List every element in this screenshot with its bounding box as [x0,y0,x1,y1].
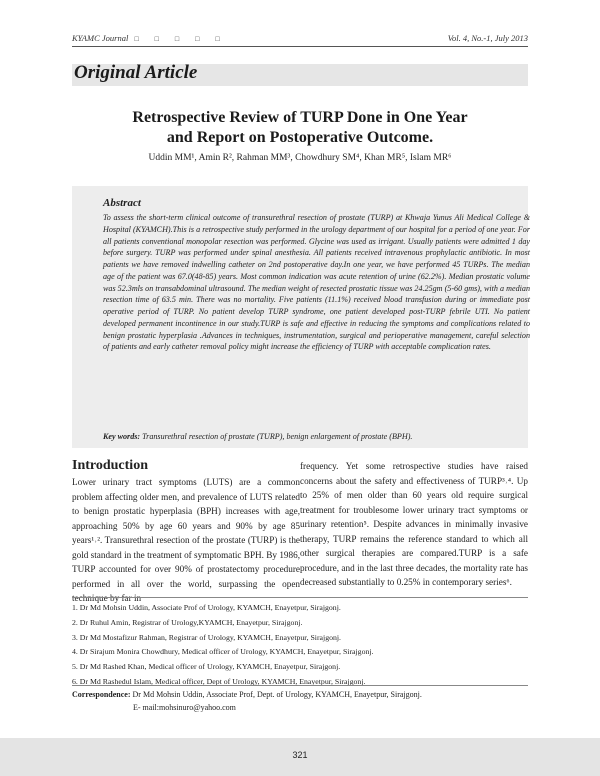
footnote: 2. Dr Ruhul Amin, Registrar of Urology,KYAMCH, Enayetpur, Sirajgonj. [72,617,303,627]
keywords-label: Key words: [103,432,141,441]
keywords-text: Transurethral resection of prostate (TURP), benign enlargement of prostate (BPH). [142,432,413,441]
footnote-divider [72,597,528,598]
volume-info: Vol. 4, No.-1, July 2013 [447,33,528,43]
correspondence-label: Correspondence: [72,690,131,699]
correspondence-divider [72,685,528,686]
header-divider [72,46,528,47]
introduction-heading: Introduction [72,458,148,473]
correspondence-email: E- mail:mohsinuro@yahoo.com [133,703,236,712]
header-boxes: □□□□□ [134,35,236,43]
footnote: 3. Dr Md Mostafizur Rahman, Registrar of Urology, KYAMCH, Enayetpur, Sirajgonj. [72,632,341,642]
correspondence [72,688,422,703]
article-title [72,108,528,148]
author-list: Uddin MM¹, Amin R², Rahman MM³, Chowdhury SM⁴, Khan MR⁵, Islam MR⁶ [148,153,452,163]
introduction-right-column: frequency. Yet some retrospective studies have raised concerns about the safety and effectiveness of TURP³˒⁴. Up to 25% of men older than 60 years old require surgical treatment for troublesome lower urinary tract symptoms or urinary retention⁵. Despite advances in minimally invasive therapy, TURP remains the reference standard to which all other surgical therapies are compared.TURP is a safe procedure, and in the last three decades, the mortality rate has decreased substantially to 0.25% in contemporary series⁶. [300,461,528,587]
footnote: 1. Dr Md Mohsin Uddin, Associate Prof of Urology, KYAMCH, Enayetpur, Sirajgonj. [72,603,341,612]
abstract-heading: Abstract [103,197,141,209]
journal-name: KYAMC Journal [72,33,129,43]
title-line-2: and Report on Postoperative Outcome. [166,129,434,146]
footnote: 6. Dr Md Rashedul Islam, Medical officer, Dept of Urology, KYAMCH, Enayetpur, Sirajgonj. [72,676,366,686]
page-number: 321 [292,750,308,760]
footnotes [72,601,373,690]
journal-header [72,33,236,43]
correspondence-text: Dr Md Mohsin Uddin, Associate Prof, Dept. of Urology, KYAMCH, Enayetpur, Sirajgonj. [132,690,422,699]
introduction-left-column: Lower urinary tract symptoms (LUTS) are a common problem affecting older men, and prevalence of LUTS related to benign prostatic hyperplasia (BPH) increases with age, approaching 50% by age 60 years and 90% by age 85 years¹˒². Transurethral resection of the prostate (TURP) is the gold standard in the treatment of symptomatic BPH. By 1986, TURP accounted for over 90% of prostatectomy procedure performed in all over the world, surpassing the open technique by far in [72,477,300,603]
footnote: 5. Dr Md Rashed Khan, Medical officer of Urology, KYAMCH, Enayetpur, Sirajgonj. [72,662,341,672]
footnote: 4. Dr Sirajum Monira Chowdhury, Medical officer of Urology, KYAMCH, Enayetpur, Sirajgonj. [72,647,374,657]
title-line-1: Retrospective Review of TURP Done in One Year [132,109,468,126]
abstract-body: To assess the short-term clinical outcome of transurethral resection of prostate (TURP) at Khwaja Yunus Ali Medical College & Hospital (KYAMCH).This is a retrospective study performed in the urology department of our hospital for a period of one year. For all patients conventional monopolar resection was performed. Glycine was used as irrigant. Usually patients were admitted 1 day before surgery. TURP was performed under spinal anesthesia. All patients received intravenous prophylactic antibiotic. In most patients we have removed indwelling catheter on 2nd postoperative day.In one year, we have performed 45 TURPs. The median age of the patient was 67.0(48-85) years. Most common indication was acute retention of urine (62.2%). Median prostatic volume was 52.3mls on transabdominal ultrasound. The median weight of resected prostatic tissue was 24.25gm (5-60 gms), with a median resection time of 63.5 min. There was no mortality. Five patients (11.1%) received blood transfusion during or immediate post operative period of TURP. No patient develop TURP syndrome, one patient developed post-TURP febrile UTI. No patient developed permanent incontinence in our study.TURP is safe and effective in reducing the symptoms and complications related to benign prostatic hyperplasia .Advances in techniques, instrumentation, surgical and perioperative management, careful selection of patients and early catheter removal policy might increase the efficiency of TURP with acceptable complication rates. [103,213,530,352]
section-label: Original Article [74,62,198,83]
keywords [103,432,530,441]
